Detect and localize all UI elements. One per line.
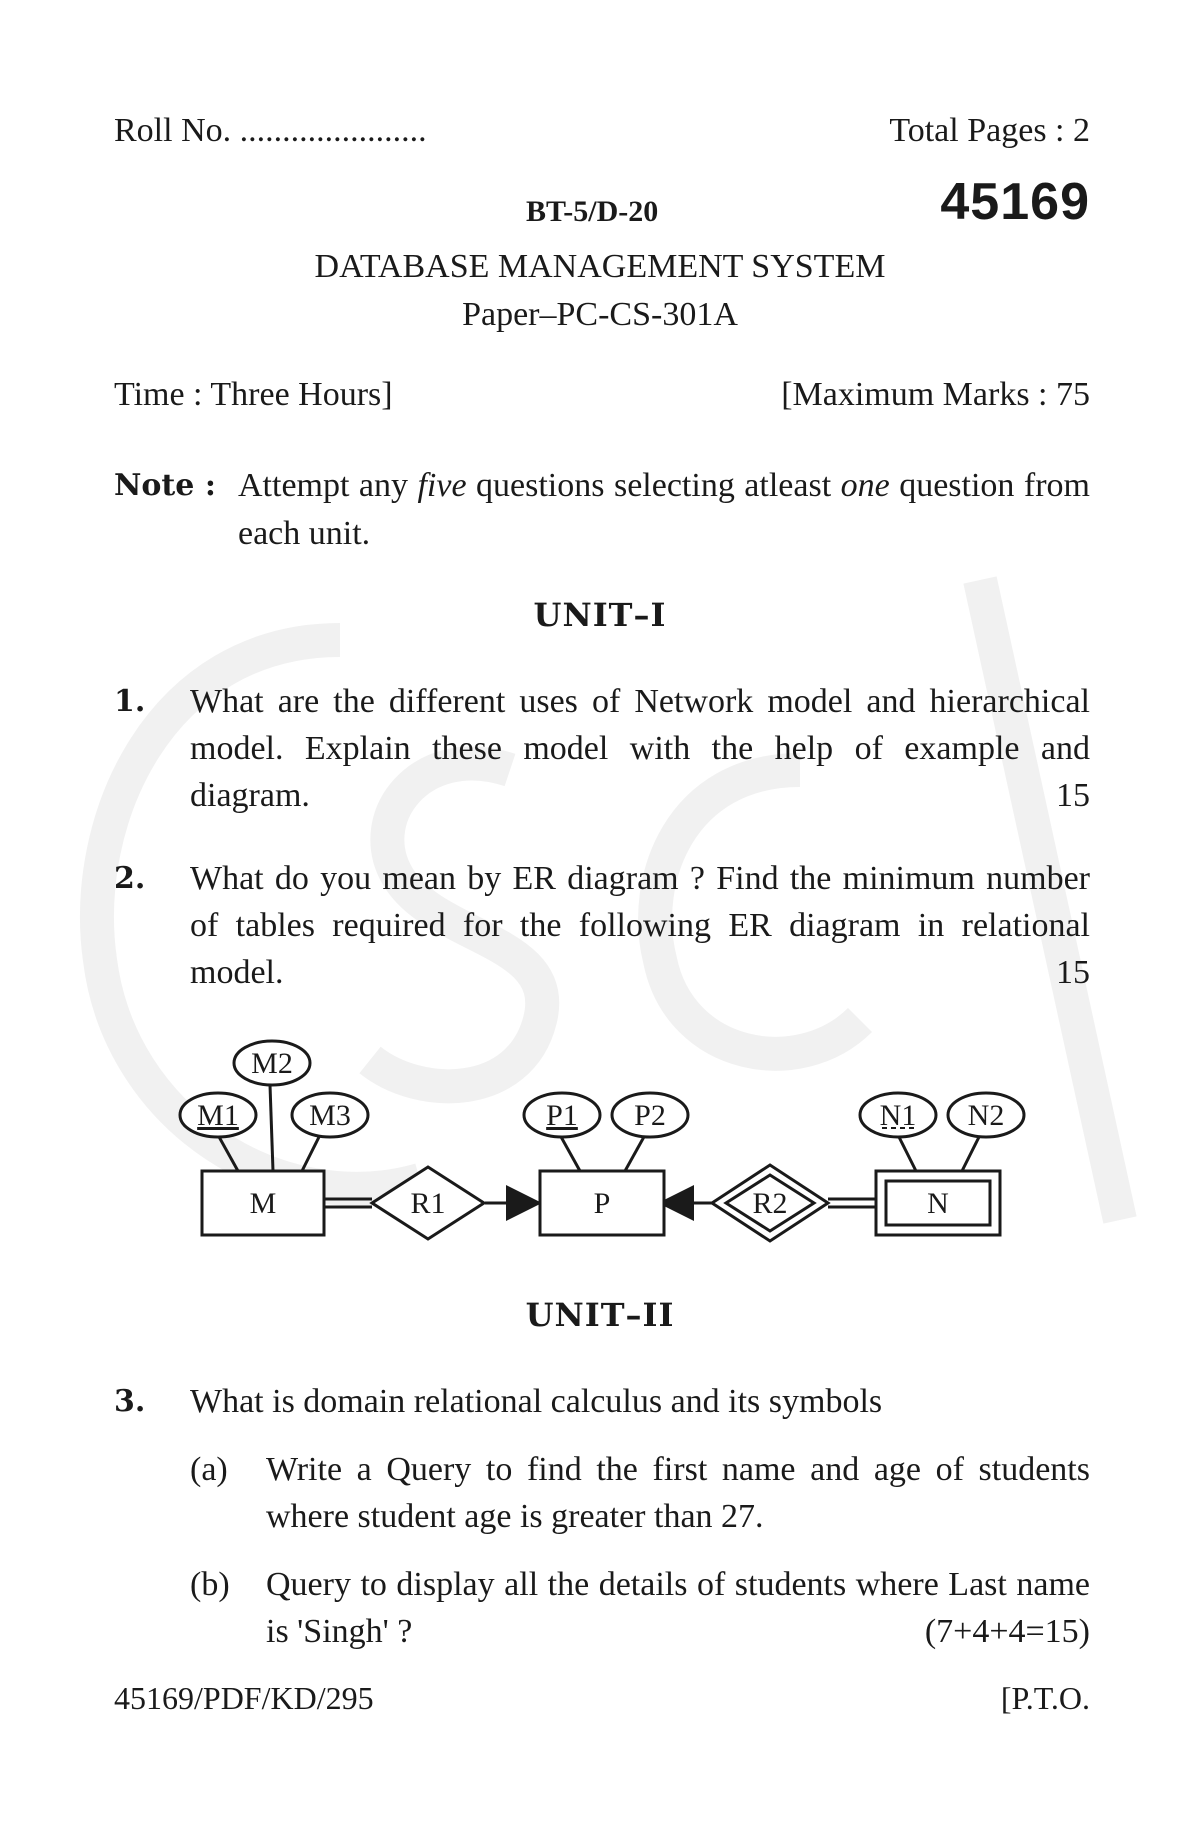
unit-1-heading: UNIT–I (533, 596, 667, 634)
question-3 (114, 1378, 1090, 1425)
note-emphasis-five: five (417, 467, 467, 504)
question-number: 3. (114, 1384, 146, 1419)
link-m3 (302, 1135, 320, 1171)
question-marks: (7+4+4=15) (924, 1613, 1090, 1650)
question-1 (114, 678, 1090, 819)
subpart-label: (b) (190, 1566, 230, 1603)
link-m1 (218, 1135, 238, 1171)
question-number: 1. (114, 684, 146, 719)
paper-code: 45169 (940, 173, 1090, 231)
attribute-p1-label: P1 (546, 1099, 578, 1132)
question-text: What are the different uses of Network model and hierarchical model. Explain these model with the help of example and diagram. (190, 683, 1090, 814)
link-n1 (898, 1135, 916, 1171)
page-turn-note: [P.T.O. (1000, 1680, 1090, 1716)
question-marks: 15 (1056, 954, 1090, 991)
link-p1 (560, 1135, 580, 1171)
time-allowed: Time : Three Hours] (114, 376, 393, 413)
attribute-m2-label: M2 (251, 1047, 293, 1080)
relationship-r1-label: R1 (410, 1187, 446, 1220)
paper-title: DATABASE MANAGEMENT SYSTEM (314, 248, 886, 285)
question-3b (190, 1561, 1090, 1655)
question-2 (114, 855, 1090, 996)
paper-subtitle: Paper–PC-CS-301A (462, 296, 738, 333)
attribute-p2-label: P2 (634, 1099, 666, 1132)
note-emphasis-one: one (840, 467, 890, 504)
instructions-note (114, 462, 1090, 558)
subpart-label: (a) (190, 1451, 228, 1488)
series-code: BT-5/D-20 (526, 195, 659, 228)
maximum-marks: [Maximum Marks : 75 (781, 376, 1090, 413)
header-top-row (114, 112, 1090, 150)
note-part-1: Attempt any (238, 467, 418, 504)
entity-p-label: P (593, 1187, 611, 1220)
link-m2 (270, 1085, 273, 1171)
link-n2 (962, 1135, 980, 1171)
entity-m-label: M (249, 1187, 277, 1220)
relationship-r2-label: R2 (752, 1187, 788, 1220)
question-number: 2. (114, 861, 146, 896)
time-marks-row (114, 376, 1090, 414)
roll-number: Roll No. ...................... (114, 112, 427, 149)
question-marks: 15 (1056, 777, 1090, 814)
attribute-m3-label: M3 (309, 1099, 351, 1132)
subpart-text: Write a Query to find the first name and age of students where student age is greater than 27. (266, 1451, 1090, 1535)
footer-code: 45169/PDF/KD/295 (114, 1680, 374, 1716)
note-label: Note : (114, 468, 216, 503)
question-text: What is domain relational calculus and its symbols (190, 1383, 883, 1420)
subpart-text: Query to display all the details of students where Last name is 'Singh' ? (266, 1566, 1090, 1650)
question-3a (190, 1446, 1090, 1540)
attribute-n1-label: N1 (879, 1099, 917, 1132)
note-part-3: question from each unit. (238, 467, 1090, 552)
note-text (238, 462, 1090, 558)
unit-2-heading: UNIT–II (525, 1296, 675, 1334)
total-pages: Total Pages : 2 (889, 112, 1090, 149)
link-p2 (625, 1135, 645, 1171)
entity-n-label: N (927, 1187, 949, 1220)
footer (114, 1680, 1090, 1717)
er-diagram (170, 1015, 1050, 1260)
question-text: What do you mean by ER diagram ? Find the minimum number of tables required for the following ER diagram in relational model. (190, 860, 1090, 991)
attribute-m1-label: M1 (197, 1099, 239, 1132)
attribute-n2-label: N2 (967, 1099, 1005, 1132)
note-part-2: questions selecting atleast (466, 467, 841, 504)
